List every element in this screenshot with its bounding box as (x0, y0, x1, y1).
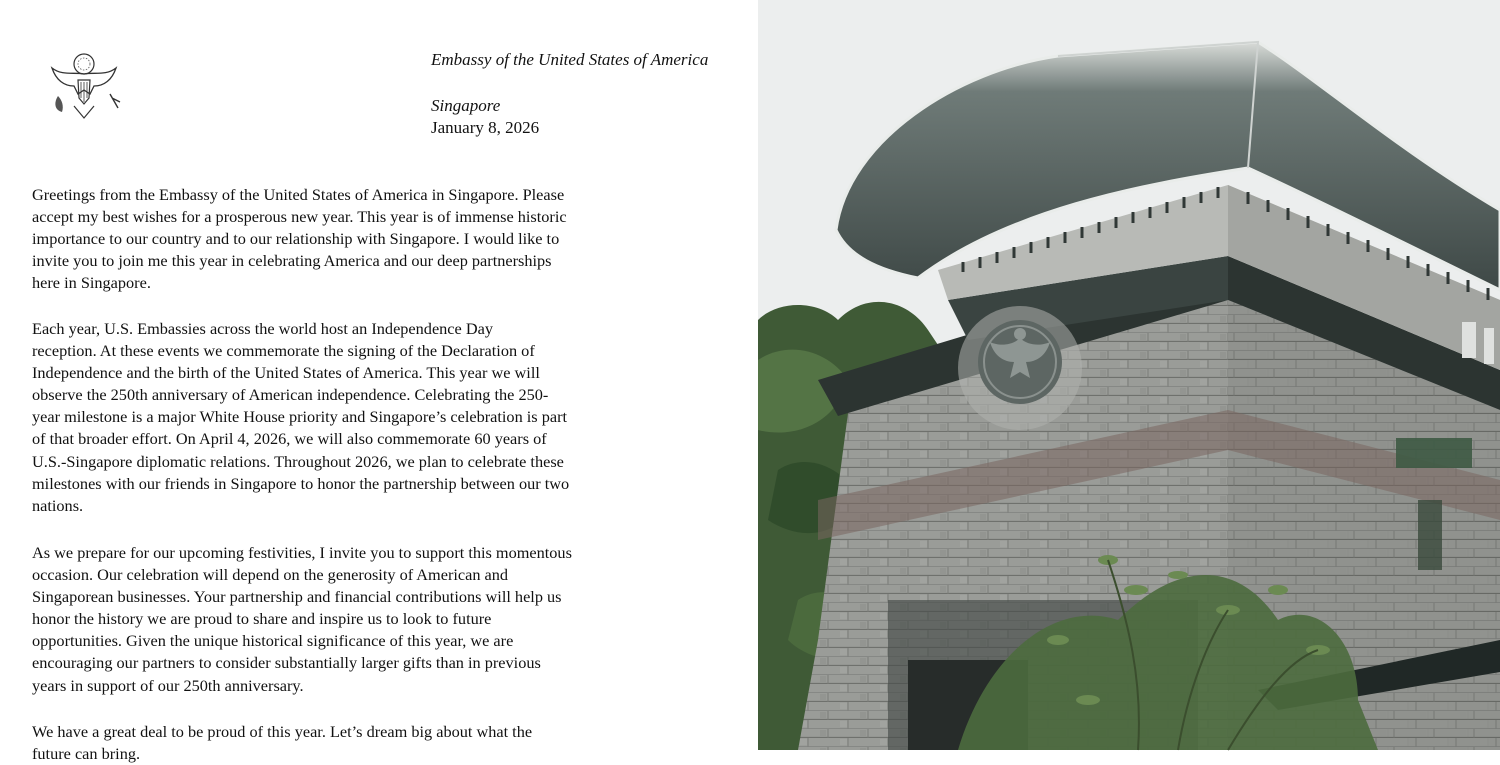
letter-line: Greetings from the Embassy of the United States of America in Singapore. Please (32, 185, 565, 204)
letter-line: encouraging our partners to consider substantially larger gifts than in previous (32, 653, 541, 673)
letter-city: Singapore (431, 96, 501, 115)
letter-line: Independence and the birth of the United States of America. This year we will (32, 363, 540, 383)
letter-paragraph-2 (32, 318, 732, 517)
letter-line: accept my best wishes for a prosperous new year. This year is of immense historic (32, 207, 567, 227)
embassy-name: Embassy of the United States of America (431, 50, 709, 69)
letter-paragraph-1 (32, 184, 732, 294)
letter-paragraph-3 (32, 542, 732, 697)
great-seal-eagle-icon (44, 46, 124, 126)
embassy-building-photo (758, 0, 1500, 750)
letter-line: occasion. Our celebration will depend on the generosity of American and (32, 565, 509, 585)
letter-line: reception. At these events we commemorate the signing of the Declaration of (32, 341, 535, 361)
letter-line: importance to our country and to our relationship with Singapore. I would like to (32, 229, 560, 249)
letter-line: Each year, U.S. Embassies across the world host an Independence Day (32, 319, 493, 338)
letter-line: opportunities. Given the unique historical significance of this year, we are (32, 631, 514, 651)
letter-line: here in Singapore. (32, 273, 151, 293)
letter-line: honor the history we are proud to share and inspire us to look to future (32, 609, 492, 629)
letter-paragraph-4 (32, 721, 732, 765)
letter-date: January 8, 2026 (431, 118, 540, 137)
letter-line: milestones with our friends in Singapore to honor the partnership between our two (32, 473, 570, 493)
letter-line: invite you to join me this year in celebrating America and our deep partnerships (32, 251, 552, 271)
letter-line: We have a great deal to be proud of this year. Let’s dream big about what the (32, 722, 533, 741)
letter-line: observe the 250th anniversary of American independence. Celebrating the 250- (32, 385, 549, 405)
letter-line: year milestone is a major White House priority and Singapore’s celebration is part (32, 407, 568, 427)
embassy-building-illustration (758, 0, 1500, 750)
letter-line: U.S.-Singapore diplomatic relations. Throughout 2026, we plan to celebrate these (32, 451, 564, 471)
letter-line: As we prepare for our upcoming festivities, I invite you to support this momentous (32, 543, 572, 562)
letter-line: future can bring. (32, 744, 141, 764)
letter-line: of that broader effort. On April 4, 2026, we will also commemorate 60 years of (32, 429, 547, 449)
letter-line: Singaporean businesses. Your partnership and financial contributions will help us (32, 587, 562, 607)
letter-line: years in support of our 250th anniversary. (32, 675, 304, 695)
letter-line: nations. (32, 495, 84, 515)
